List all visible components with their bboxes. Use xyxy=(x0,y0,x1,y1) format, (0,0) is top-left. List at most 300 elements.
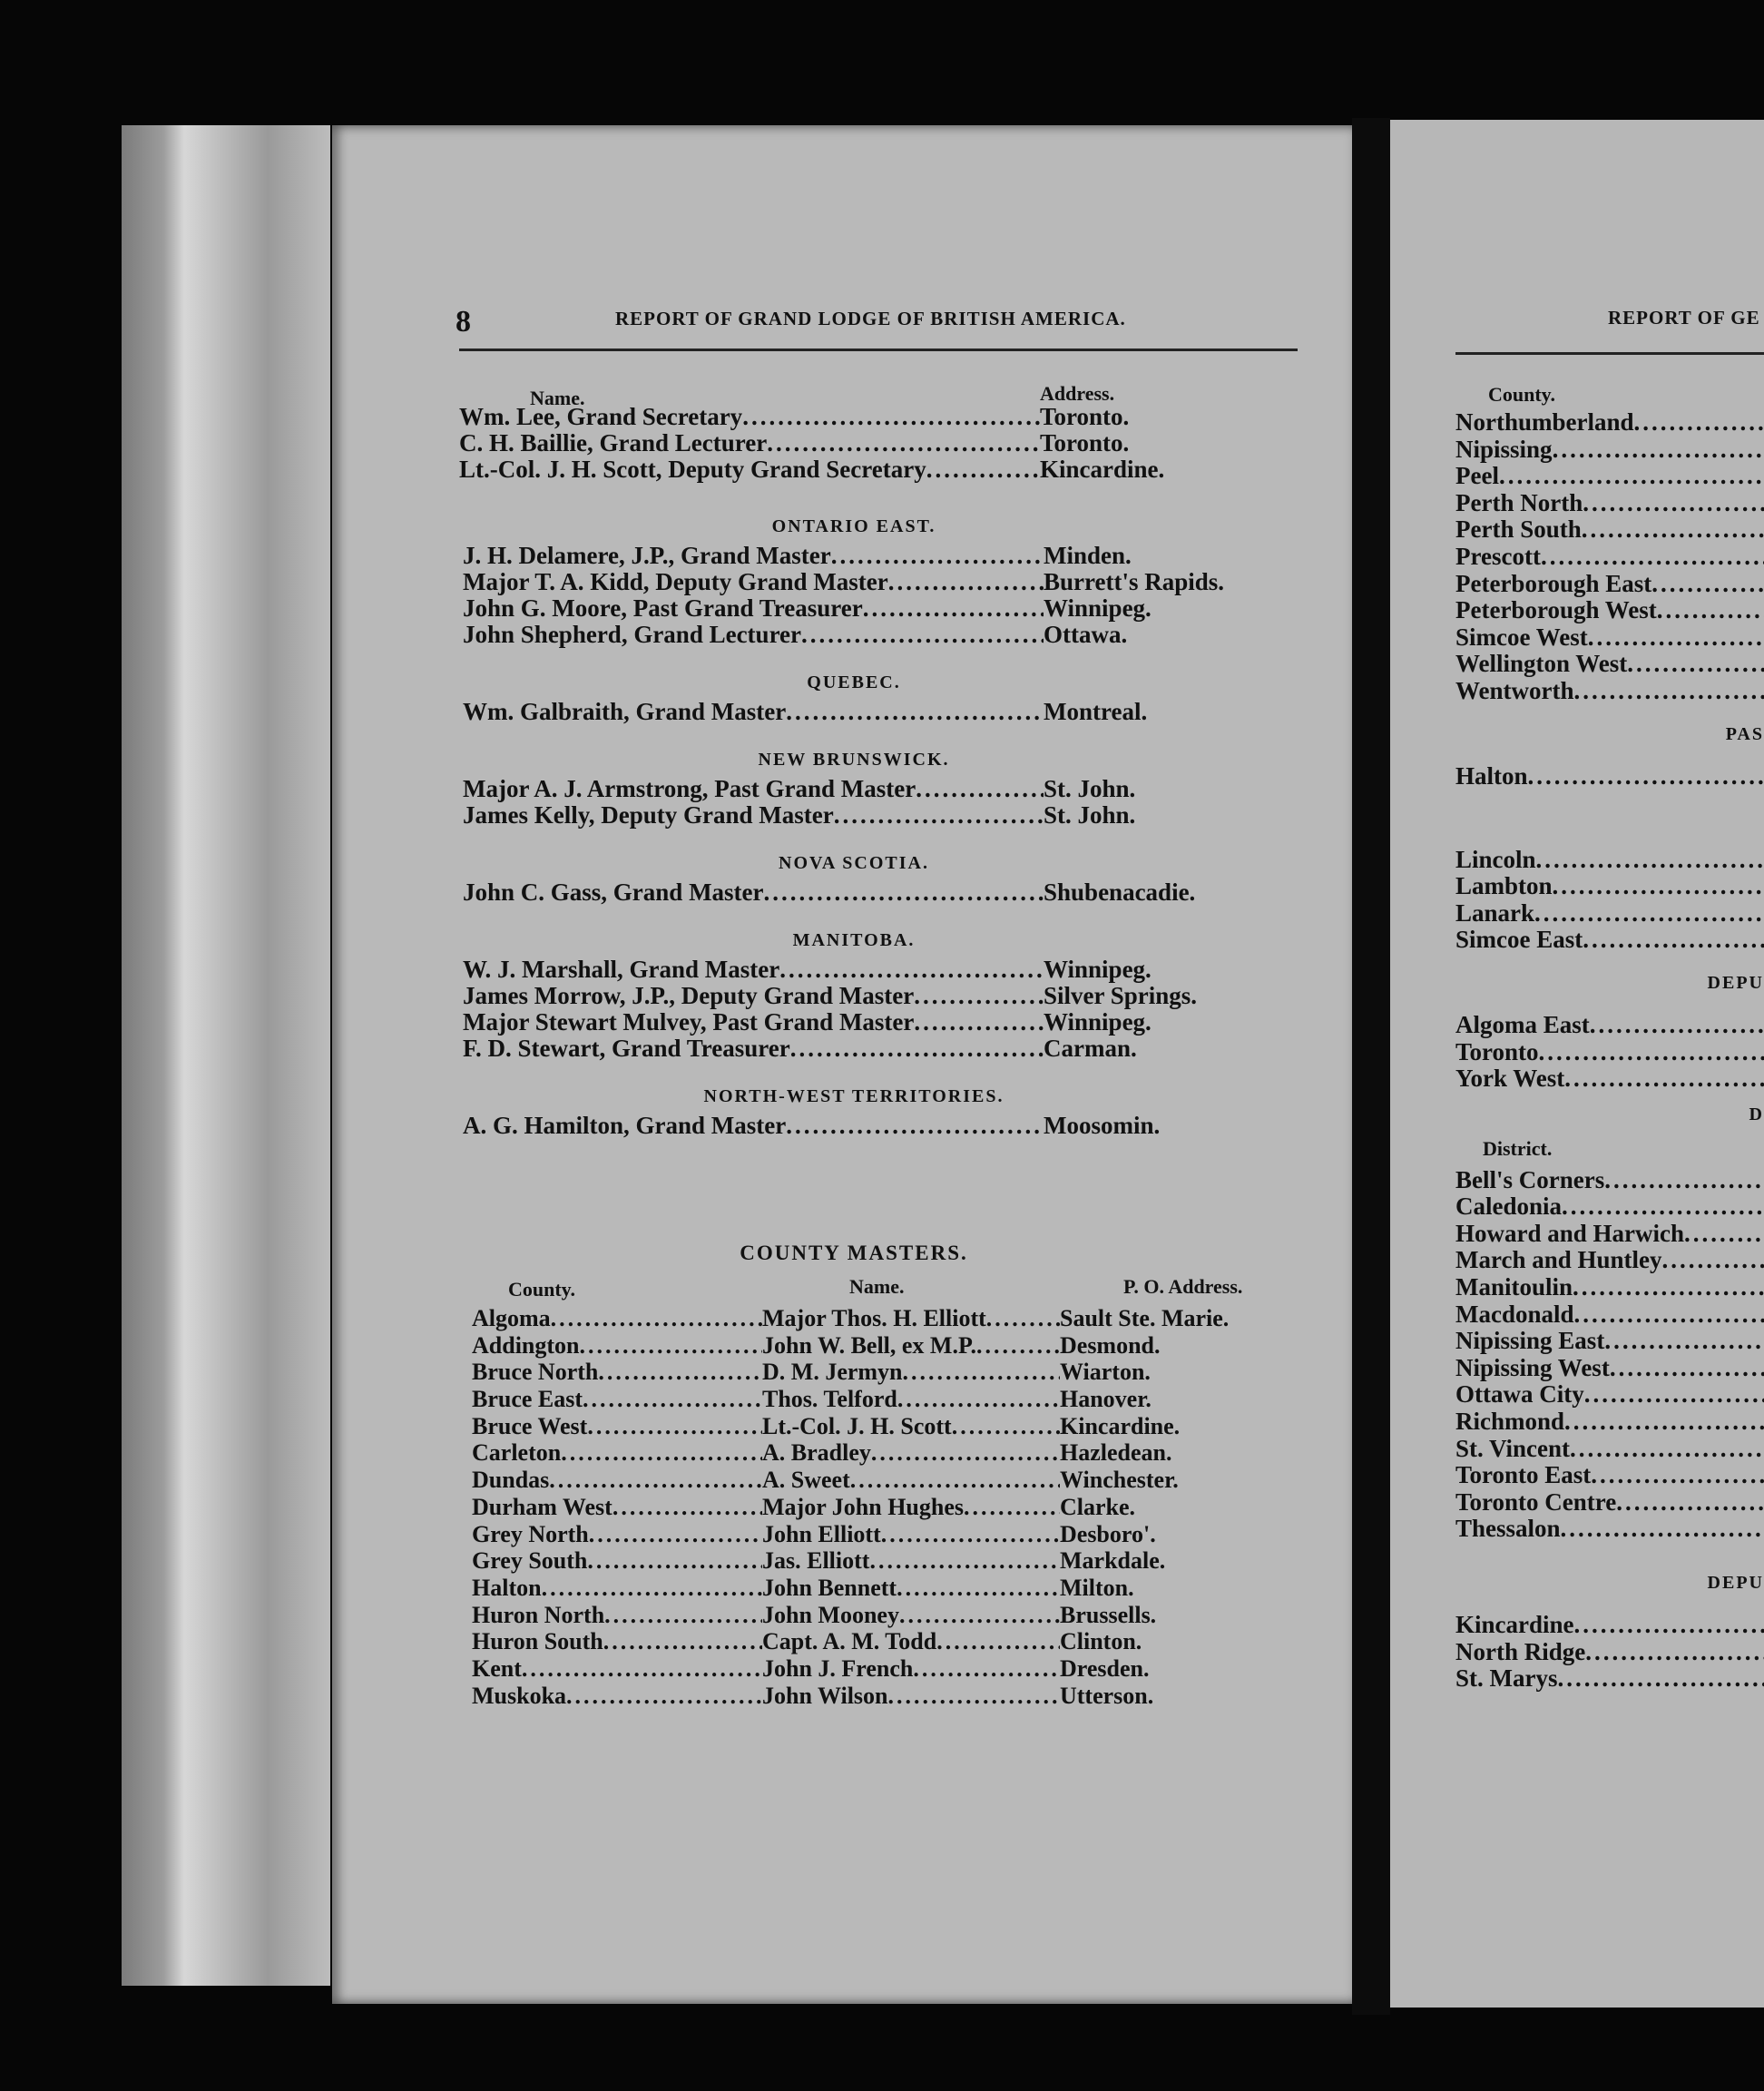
dot-leader xyxy=(1582,515,1764,544)
dot-leader xyxy=(897,1386,1060,1413)
dot-leader xyxy=(913,1655,1060,1683)
entry-name: Lt.-Col. J. H. Scott, Deputy Grand Secretary xyxy=(459,456,926,483)
right-row xyxy=(1455,762,1764,790)
right-row xyxy=(1455,1166,1764,1193)
section-heading: ONTARIO EAST. xyxy=(771,516,936,536)
section-rows xyxy=(459,956,1249,1061)
right-row xyxy=(1455,1065,1764,1092)
dot-leader xyxy=(767,429,1040,457)
dot-leader xyxy=(834,801,1044,830)
county-master-row xyxy=(472,1521,1334,1548)
right-row-label: Simcoe East xyxy=(1455,926,1583,954)
county-column xyxy=(472,1575,762,1602)
entry-name: C. H. Baillie, Grand Lecturer xyxy=(459,429,768,456)
right-row xyxy=(1455,1611,1764,1638)
dot-leader xyxy=(899,1602,1060,1629)
right-row xyxy=(1455,1301,1764,1328)
right-row xyxy=(1455,596,1764,623)
address-cell: Wiarton. xyxy=(1060,1359,1151,1386)
dot-leader xyxy=(603,1628,762,1655)
right-row xyxy=(1455,436,1764,463)
county-master-row xyxy=(472,1439,1334,1467)
entry-name: F. D. Stewart, Grand Treasurer xyxy=(463,1035,790,1062)
dot-leader xyxy=(1564,1408,1764,1436)
right-row-label: Perth North xyxy=(1455,488,1583,516)
dot-leader xyxy=(871,1439,1060,1467)
county-column xyxy=(472,1467,762,1494)
name-column xyxy=(762,1386,1060,1413)
entry-name: A. G. Hamilton, Grand Master xyxy=(463,1112,787,1139)
name-cell: John J. French xyxy=(762,1654,914,1682)
entry-address: Toronto. xyxy=(1040,429,1130,456)
dot-leader xyxy=(1553,436,1764,464)
right-row xyxy=(1455,408,1764,436)
county-master-row xyxy=(472,1332,1334,1360)
dot-leader xyxy=(869,1547,1060,1575)
right-page xyxy=(1390,120,1764,2008)
dot-leader xyxy=(1584,1380,1764,1409)
county-cell: Bruce West xyxy=(472,1412,588,1439)
dot-leader xyxy=(1610,1354,1764,1382)
entry-address: Ottawa. xyxy=(1044,621,1128,648)
name-column xyxy=(762,1359,1060,1386)
entry-address: St. John. xyxy=(1044,801,1136,829)
dot-leader xyxy=(976,1332,1060,1360)
right-row xyxy=(1455,1408,1764,1435)
county-column xyxy=(472,1305,762,1332)
entry-address: Carman. xyxy=(1044,1035,1137,1062)
section-heading: NEW BRUNSWICK. xyxy=(758,750,950,770)
right-county-head: County. xyxy=(1488,383,1555,406)
entry-row xyxy=(463,1008,1249,1035)
right-row xyxy=(1455,1273,1764,1301)
dot-leader xyxy=(986,1305,1060,1332)
right-row-label: Kincardine xyxy=(1455,1611,1574,1638)
right-row xyxy=(1455,543,1764,570)
county-column xyxy=(472,1628,762,1655)
right-row xyxy=(1455,872,1764,899)
right-section-heading: DEPU xyxy=(1707,1573,1764,1593)
right-row-label: Algoma East xyxy=(1455,1010,1590,1038)
dot-leader xyxy=(1574,1301,1764,1329)
section-rows xyxy=(459,542,1249,647)
right-row-label: Howard and Harwich xyxy=(1455,1219,1685,1247)
name-cell: A. Sweet xyxy=(762,1467,850,1494)
county-cell: Grey North xyxy=(472,1520,589,1547)
dot-leader xyxy=(580,1332,763,1360)
county-cell: Carleton xyxy=(472,1439,562,1467)
right-row xyxy=(1455,623,1764,651)
name-cell: John W. Bell, ex M.P. xyxy=(762,1331,976,1359)
county-column xyxy=(472,1521,762,1548)
spacer xyxy=(1455,790,1764,846)
right-row-label: Northumberland xyxy=(1455,408,1634,436)
dot-leader xyxy=(1627,650,1764,678)
entry-address: Winnipeg. xyxy=(1044,1008,1152,1036)
right-row-label: Prescott xyxy=(1455,542,1541,570)
entry-row xyxy=(463,568,1249,594)
right-header-rule xyxy=(1455,352,1764,355)
dot-leader xyxy=(583,1386,762,1413)
county-cell: Bruce East xyxy=(472,1386,583,1413)
right-row xyxy=(1455,899,1764,927)
entry-name: James Morrow, J.P., Deputy Grand Master xyxy=(463,982,915,1009)
name-column xyxy=(762,1467,1060,1494)
right-row xyxy=(1455,1246,1764,1273)
county-column xyxy=(472,1359,762,1386)
entry-address: Moosomin. xyxy=(1044,1112,1161,1139)
dot-leader xyxy=(1534,899,1764,928)
book-gutter xyxy=(1352,118,1390,2015)
right-row-label: Caledonia xyxy=(1455,1193,1563,1221)
right-row-label: Ottawa City xyxy=(1455,1380,1584,1409)
dot-leader xyxy=(1536,846,1764,874)
adjacent-page-edge xyxy=(122,125,330,1986)
name-column xyxy=(762,1683,1060,1710)
entry-name: James Kelly, Deputy Grand Master xyxy=(463,801,834,829)
address-cell: Desmond. xyxy=(1060,1331,1161,1359)
address-cell: Markdale. xyxy=(1060,1547,1166,1575)
county-column xyxy=(472,1439,762,1467)
right-row-label: Lambton xyxy=(1455,872,1553,900)
dot-leader xyxy=(1591,1461,1764,1489)
address-column-head: Address. xyxy=(1040,382,1115,405)
entry-row xyxy=(463,1035,1249,1061)
entry-address: Silver Springs. xyxy=(1044,982,1198,1009)
name-column xyxy=(762,1628,1060,1655)
name-column xyxy=(762,1439,1060,1467)
county-cell: Huron North xyxy=(472,1601,605,1628)
right-row-label: Wellington West xyxy=(1455,650,1628,678)
dot-leader xyxy=(1657,596,1764,624)
address-cell: Clinton. xyxy=(1060,1628,1142,1655)
county-cell: Algoma xyxy=(472,1305,551,1331)
name-cell: D. M. Jermyn xyxy=(762,1359,903,1386)
dot-leader xyxy=(1528,762,1764,790)
entry-address: Shubenacadie. xyxy=(1044,879,1196,906)
county-master-row xyxy=(472,1359,1334,1386)
entry-row xyxy=(463,801,1249,828)
county-column xyxy=(472,1683,762,1710)
address-cell: Kincardine. xyxy=(1060,1412,1181,1439)
dot-leader xyxy=(863,594,1044,623)
address-cell: Winchester. xyxy=(1060,1467,1179,1494)
dot-leader xyxy=(926,456,1040,484)
right-row-label: Peterborough East xyxy=(1455,569,1652,597)
county-cell: Muskoka xyxy=(472,1682,567,1709)
section-rows xyxy=(459,879,1249,905)
dot-leader xyxy=(1651,570,1764,598)
right-row-label: Simcoe West xyxy=(1455,623,1588,651)
right-row-label: March and Huntley xyxy=(1455,1246,1662,1274)
dot-leader xyxy=(790,1035,1044,1063)
right-page-list xyxy=(1455,383,1764,1692)
county-master-row xyxy=(472,1386,1334,1413)
right-row-label: St. Marys xyxy=(1455,1664,1558,1693)
name-column xyxy=(762,1655,1060,1683)
dot-leader xyxy=(1574,677,1764,705)
right-row-label: Lanark xyxy=(1455,898,1535,927)
county-column xyxy=(472,1494,762,1521)
county-cell: Grey South xyxy=(472,1547,588,1575)
entry-row xyxy=(459,429,1203,456)
county-cell: Durham West xyxy=(472,1493,612,1520)
right-row-label: North Ridge xyxy=(1455,1637,1586,1665)
entry-address: Winnipeg. xyxy=(1044,956,1152,983)
county-master-row xyxy=(472,1305,1334,1332)
dot-leader xyxy=(1573,1273,1764,1301)
provincial-sections xyxy=(459,511,1249,1138)
entry-address: Montreal. xyxy=(1044,698,1148,725)
right-row xyxy=(1455,570,1764,597)
right-row-label: Bell's Corners xyxy=(1455,1165,1605,1193)
name-cell: Capt. A. M. Todd xyxy=(762,1628,937,1655)
address-cell: Hazledean. xyxy=(1060,1439,1172,1467)
entry-name: Major A. J. Armstrong, Past Grand Master xyxy=(463,775,916,802)
county-master-row xyxy=(472,1467,1334,1494)
county-column xyxy=(472,1655,762,1683)
dot-leader xyxy=(1604,1327,1764,1355)
right-row-label: Peterborough West xyxy=(1455,596,1657,624)
dot-leader xyxy=(1583,489,1764,517)
entry-address: Winnipeg. xyxy=(1044,594,1152,622)
running-head: REPORT OF GRAND LODGE OF BRITISH AMERICA. xyxy=(615,308,1126,329)
right-row xyxy=(1455,489,1764,516)
name-cell: Thos. Telford xyxy=(762,1386,897,1413)
address-cell: Utterson. xyxy=(1060,1682,1154,1709)
right-row xyxy=(1455,1664,1764,1692)
county-column xyxy=(472,1547,762,1575)
entry-row xyxy=(463,621,1249,647)
right-row xyxy=(1455,462,1764,489)
dot-leader xyxy=(612,1494,762,1521)
entry-row xyxy=(459,456,1203,482)
right-row xyxy=(1455,1638,1764,1665)
dot-leader xyxy=(1590,1011,1764,1039)
entry-name: John G. Moore, Past Grand Treasurer xyxy=(463,594,863,622)
right-row-label: Toronto Centre xyxy=(1455,1487,1617,1516)
dot-leader xyxy=(604,1602,762,1629)
dot-leader xyxy=(786,1112,1044,1140)
dot-leader xyxy=(522,1655,762,1683)
right-row xyxy=(1455,846,1764,873)
name-column xyxy=(762,1575,1060,1602)
page-number: 8 xyxy=(456,305,472,339)
section-heading: QUEBEC. xyxy=(807,672,901,692)
entry-row xyxy=(459,403,1203,429)
right-running-head: REPORT OF GE xyxy=(1608,307,1760,329)
dot-leader xyxy=(1557,1664,1764,1693)
dot-leader xyxy=(964,1494,1060,1521)
name-column xyxy=(762,1332,1060,1360)
right-row-label: Halton xyxy=(1455,761,1528,790)
name-column-head: Name. xyxy=(530,387,585,409)
section-heading: NOVA SCOTIA. xyxy=(779,853,929,873)
address-cell: Hanover. xyxy=(1060,1386,1152,1413)
entry-row xyxy=(463,542,1249,568)
county-cell: Dundas xyxy=(472,1467,550,1494)
name-column xyxy=(762,1494,1060,1521)
dot-leader xyxy=(1570,1435,1764,1463)
county-master-row xyxy=(472,1602,1334,1629)
entry-address: Toronto. xyxy=(1040,403,1130,430)
county-master-row xyxy=(472,1628,1334,1655)
county-master-row xyxy=(472,1547,1334,1575)
dot-leader xyxy=(897,1575,1060,1602)
county-master-row xyxy=(472,1655,1334,1683)
county-column xyxy=(472,1602,762,1629)
grand-officers-list xyxy=(459,403,1203,482)
county-column xyxy=(472,1413,762,1440)
dot-leader xyxy=(786,698,1044,726)
right-row xyxy=(1455,1193,1764,1220)
dot-leader xyxy=(1588,623,1764,652)
dot-leader xyxy=(589,1521,762,1548)
right-row-label: York West xyxy=(1455,1065,1565,1093)
dot-leader xyxy=(914,982,1044,1010)
section-rows xyxy=(459,775,1249,828)
dot-leader xyxy=(888,568,1044,596)
dot-leader xyxy=(801,621,1044,649)
entry-address: St. John. xyxy=(1044,775,1136,802)
entry-address: Burrett's Rapids. xyxy=(1044,568,1225,595)
dot-leader xyxy=(551,1305,762,1332)
right-row-label: Richmond xyxy=(1455,1408,1565,1436)
name-column xyxy=(762,1305,1060,1332)
name-cell: John Bennett xyxy=(762,1574,897,1601)
right-row xyxy=(1455,677,1764,704)
right-row-label: Wentworth xyxy=(1455,676,1574,704)
right-row xyxy=(1455,1011,1764,1038)
entry-row xyxy=(463,879,1249,905)
dot-leader xyxy=(1574,1611,1764,1639)
entry-row xyxy=(463,698,1249,724)
section-rows xyxy=(459,698,1249,724)
name-column xyxy=(762,1602,1060,1629)
entry-name: Major T. A. Kidd, Deputy Grand Master xyxy=(463,568,888,595)
dot-leader xyxy=(566,1683,762,1710)
right-row xyxy=(1455,1354,1764,1381)
dot-leader xyxy=(1562,1193,1764,1221)
name-cell: Major John Hughes xyxy=(762,1493,964,1520)
right-row xyxy=(1455,1220,1764,1247)
dot-leader xyxy=(936,1628,1060,1655)
right-row xyxy=(1455,650,1764,677)
county-column-head: County. xyxy=(508,1278,575,1301)
dot-leader xyxy=(888,1683,1060,1710)
address-cell: Milton. xyxy=(1060,1574,1134,1601)
dot-leader xyxy=(742,403,1040,431)
entry-name: John C. Gass, Grand Master xyxy=(463,879,764,906)
name-column xyxy=(762,1521,1060,1548)
name-cell: Jas. Elliott xyxy=(762,1547,870,1575)
dot-leader xyxy=(903,1359,1060,1386)
county-cell: Kent xyxy=(472,1654,522,1682)
address-cell: Clarke. xyxy=(1060,1493,1136,1520)
right-row xyxy=(1455,515,1764,543)
address-cell: Desboro'. xyxy=(1060,1520,1156,1547)
right-section-heading: PAS xyxy=(1725,723,1764,744)
right-row xyxy=(1455,926,1764,953)
county-cell: Halton xyxy=(472,1574,542,1601)
entry-address: Kincardine. xyxy=(1040,456,1165,483)
county-column xyxy=(472,1332,762,1360)
dot-leader xyxy=(1583,926,1764,954)
dot-leader xyxy=(1561,1515,1764,1543)
dot-leader xyxy=(587,1413,762,1440)
right-row xyxy=(1455,1380,1764,1408)
dot-leader xyxy=(549,1467,762,1494)
dot-leader xyxy=(850,1467,1060,1494)
right-row-label: Peel xyxy=(1455,462,1499,490)
dot-leader xyxy=(1616,1488,1764,1517)
dot-leader xyxy=(1541,543,1764,571)
section-heading: MANITOBA. xyxy=(792,930,916,950)
right-row-label: Perth South xyxy=(1455,515,1582,544)
address-cell: Brussells. xyxy=(1060,1601,1157,1628)
right-row xyxy=(1455,1435,1764,1462)
dot-leader xyxy=(764,879,1044,907)
right-row-label: Thessalon xyxy=(1455,1515,1561,1543)
dot-leader xyxy=(952,1413,1060,1440)
county-masters-list xyxy=(472,1305,1334,1709)
header-rule xyxy=(459,348,1298,351)
county-masters-heading: COUNTY MASTERS. xyxy=(740,1242,968,1264)
right-section-heading: D xyxy=(1749,1104,1764,1124)
dot-leader xyxy=(587,1547,762,1575)
address-cell: Dresden. xyxy=(1060,1654,1150,1682)
county-master-row xyxy=(472,1575,1334,1602)
entry-name: John Shepherd, Grand Lecturer xyxy=(463,621,802,648)
entry-name: Wm. Galbraith, Grand Master xyxy=(463,698,787,725)
address-cell: Sault Ste. Marie. xyxy=(1060,1305,1230,1331)
county-master-row xyxy=(472,1683,1334,1710)
right-section-heading: DEPU xyxy=(1707,972,1764,993)
name-cell: Major Thos. H. Elliott xyxy=(762,1305,986,1331)
right-row-label: Macdonald xyxy=(1455,1300,1574,1328)
dot-leader xyxy=(542,1575,762,1602)
right-row xyxy=(1455,1461,1764,1488)
county-cell: Bruce North xyxy=(472,1359,599,1386)
dot-leader xyxy=(914,1008,1044,1036)
right-row-label: Nipissing East xyxy=(1455,1327,1605,1355)
dot-leader xyxy=(1684,1220,1764,1248)
name-column xyxy=(762,1413,1060,1440)
right-row-label: Lincoln xyxy=(1455,845,1536,873)
name-cell: Lt.-Col. J. H. Scott xyxy=(762,1412,952,1439)
county-cell: Huron South xyxy=(472,1628,603,1655)
right-row xyxy=(1455,1327,1764,1354)
entry-name: Wm. Lee, Grand Secretary xyxy=(459,403,743,430)
right-row-label: Nipissing West xyxy=(1455,1353,1610,1381)
cm-address-column-head: P. O. Address. xyxy=(1123,1275,1243,1298)
left-page xyxy=(332,125,1367,2004)
cm-name-column-head: Name. xyxy=(849,1275,905,1298)
name-column xyxy=(762,1547,1060,1575)
entry-row xyxy=(463,956,1249,982)
right-district-head: District. xyxy=(1483,1136,1553,1160)
right-row xyxy=(1455,1515,1764,1542)
dot-leader xyxy=(831,542,1044,570)
section-heading: NORTH-WEST TERRITORIES. xyxy=(703,1086,1004,1106)
dot-leader xyxy=(779,956,1044,984)
dot-leader xyxy=(1499,462,1764,490)
name-cell: John Wilson xyxy=(762,1682,888,1709)
dot-leader xyxy=(916,775,1044,803)
right-row xyxy=(1455,1038,1764,1065)
name-cell: John Mooney xyxy=(762,1601,899,1628)
dot-leader xyxy=(561,1439,762,1467)
